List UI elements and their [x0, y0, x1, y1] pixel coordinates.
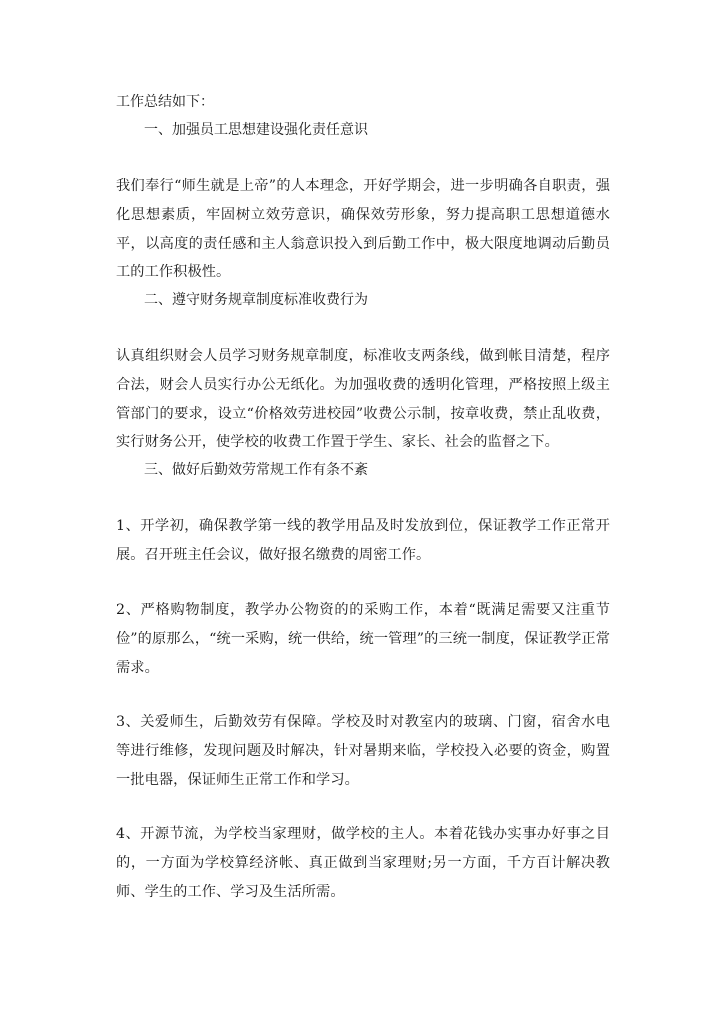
section-1-paragraph: 我们奉行“师生就是上帝”的人本理念，开好学期会，进一步明确各自职责，强化思想素质，牢固树立效劳意识，确保效劳形象，努力提高职工思想道德水平，以高度的责任感和主人翁意识投入到后勤工作中，极大限度地调动后勤员工的工作积极性。 — [116, 178, 610, 281]
section-heading-1: 一、加强员工思想建设强化责任意识 — [144, 122, 368, 138]
section-3-item-1: 1、开学初，确保教学第一线的教学用品及时发放到位，保证教学工作正常开展。召开班主任会议，做好报名缴费的周密工作。 — [116, 518, 610, 563]
section-heading-2: 二、遵守财务规章制度标准收费行为 — [144, 292, 368, 308]
section-2-paragraph: 认真组织财会人员学习财务规章制度，标准收支两条线，做到帐目清楚，程序合法，财会人员实行办公无纸化。为加强收费的透明化管理，严格按照上级主管部门的要求，设立“价格效劳进校园”收费公示制，按章收费，禁止乱收费，实行财务公开，使学校的收费工作置于学生、家长、社会的监督之下。 — [116, 348, 610, 451]
section-3-item-3: 3、关爱师生，后勤效劳有保障。学校及时对教室内的玻璃、门窗，宿舍水电等进行维修，发现问题及时解决，针对暑期来临，学校投入必要的资金，购置一批电器，保证师生正常工作和学习。 — [116, 714, 610, 788]
section-3-item-4: 4、开源节流，为学校当家理财，做学校的主人。本着花钱办实事办好事之目的，一方面为学校算经济帐、真正做到当家理财;另一方面，千方百计解决教师、学生的工作、学习及生活所需。 — [116, 826, 610, 900]
section-heading-3: 三、做好后勤效劳常规工作有条不紊 — [144, 462, 368, 478]
section-3-item-2: 2、严格购物制度，教学办公物资的的采购工作，本着“既满足需要又注重节俭”的原那么，“统一采购，统一供给，统一管理”的三统一制度，保证教学正常需求。 — [116, 602, 610, 676]
intro-line: 工作总结如下： — [116, 94, 214, 110]
